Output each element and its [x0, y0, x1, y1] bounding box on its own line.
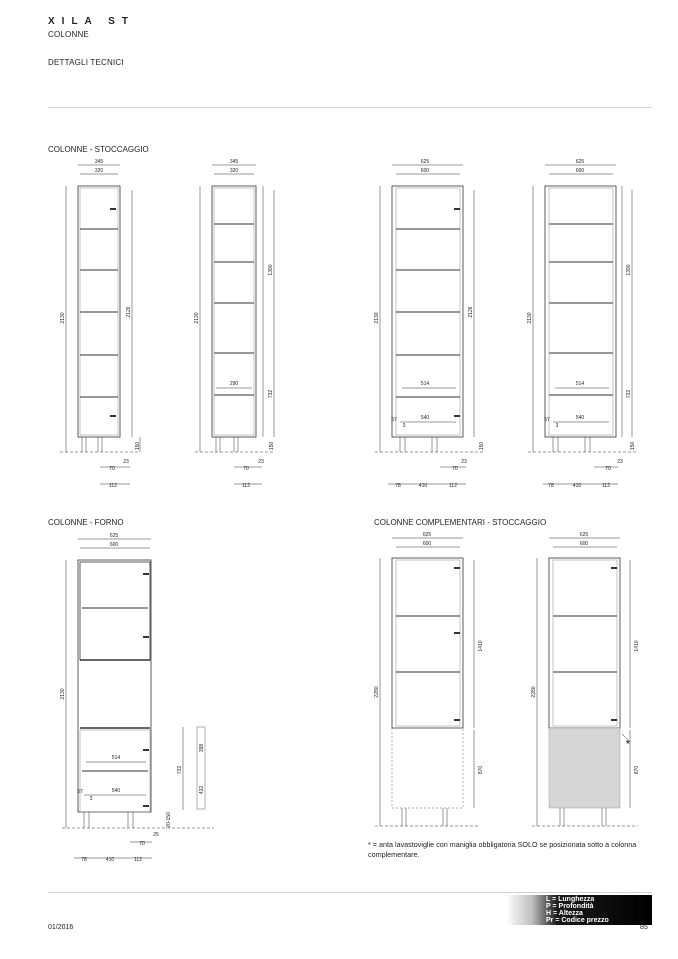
dim-label: 112 [449, 483, 457, 489]
dim-label: 600 [579, 541, 589, 547]
dishwasher-door-area [549, 728, 620, 808]
dim-label: 410 [572, 483, 582, 489]
dim-label: 625 [575, 159, 585, 165]
dim-label: 25 [153, 832, 159, 838]
dim-label: 732 [177, 765, 183, 775]
dishwasher-star-marker: * [625, 737, 631, 751]
dim-label: 625 [422, 532, 432, 538]
dim-label: 625 [579, 532, 589, 538]
dim-label: 1410 [634, 640, 640, 652]
section-title-storage: COLONNE - STOCCAGGIO [48, 145, 149, 154]
dim-label: 70 [139, 841, 145, 847]
section-title-complementary: COLONNE COMPLEMENTARI - STOCCAGGIO [374, 518, 547, 527]
dim-label: 540 [111, 788, 121, 794]
dim-label: 600 [420, 168, 430, 174]
dim-label: 23 [258, 459, 264, 465]
brand-title: XILA ST [48, 16, 135, 27]
dim-label: 410 [105, 857, 115, 863]
dim-label: 514 [575, 381, 585, 387]
dim-label: 23 [617, 459, 623, 465]
dim-label: 600 [109, 542, 119, 548]
dim-label: 3 [402, 423, 406, 429]
dim-label: 514 [111, 755, 121, 761]
page-number: 85 [640, 924, 648, 931]
dim-label: 2130 [374, 312, 380, 324]
dim-label: 514 [420, 381, 430, 387]
dim-label: 540 [575, 415, 585, 421]
dim-label: 23 [461, 459, 467, 465]
page-subtitle: DETTAGLI TECNICI [48, 58, 124, 67]
dim-label: 540 [420, 415, 430, 421]
dim-label: 112 [602, 483, 610, 489]
complementary-column-1 [375, 538, 480, 826]
dim-label: 625 [420, 159, 430, 165]
dim-label: 112 [242, 483, 250, 489]
legend-item: P = Profondità [546, 903, 594, 910]
dim-label: 150 [479, 441, 485, 451]
dim-label: 3 [89, 796, 93, 802]
dim-label: 2130 [194, 312, 200, 324]
dim-label: 320 [229, 168, 239, 174]
dim-label: 70 [605, 466, 611, 472]
footer-divider [48, 892, 652, 893]
dim-label: 150 [269, 441, 275, 451]
dim-label: 345 [94, 159, 104, 165]
dim-label: 1390 [626, 264, 632, 276]
dim-label: 150 [630, 441, 636, 451]
base-dimension-lines [74, 467, 618, 858]
dim-label: 870 [634, 765, 640, 775]
dim-label: 1410 [478, 640, 484, 652]
dim-label: 870 [478, 765, 484, 775]
legend-item: L = Lunghezza [546, 896, 595, 903]
dim-label: 2280 [531, 686, 537, 698]
dim-label: 70 [109, 466, 115, 472]
dim-label: 2130 [527, 312, 533, 324]
dim-label: 78 [81, 857, 87, 863]
storage-column-4 [528, 165, 636, 452]
dim-label: 150 [135, 441, 141, 451]
dim-label: 625 [109, 533, 119, 539]
section-title-oven: COLONNE - FORNO [48, 518, 124, 527]
footer-date: 01/2016 [48, 924, 74, 931]
dim-label: 78 [548, 483, 554, 489]
dim-label: 3 [555, 423, 559, 429]
dim-label: 398 [199, 743, 205, 753]
abbreviation-legend [506, 895, 652, 925]
dim-label: 600 [575, 168, 585, 174]
dim-label: 57 [544, 417, 550, 423]
dim-label: 410 [418, 483, 428, 489]
storage-column-2 [195, 165, 275, 452]
complementary-column-2 [532, 538, 638, 826]
dim-label: 732 [268, 389, 274, 399]
dim-label: 732 [626, 389, 632, 399]
oven-column [62, 539, 214, 828]
dim-label: 432 [199, 785, 205, 795]
dim-label: 70 [452, 466, 458, 472]
dim-label: 2126 [468, 306, 474, 318]
dim-label: 20-150 [166, 812, 172, 828]
dim-label: 2126 [126, 306, 132, 318]
page-category: COLONNE [48, 30, 89, 39]
dim-label: 345 [229, 159, 239, 165]
dim-label: 600 [422, 541, 432, 547]
dim-label: 78 [395, 483, 401, 489]
dim-label: 70 [243, 466, 249, 472]
legend-item: H = Altezza [546, 910, 583, 917]
dim-label: 290 [229, 381, 239, 387]
dim-label: 112 [134, 857, 142, 863]
dim-label: 1390 [268, 264, 274, 276]
dim-label: 2280 [374, 686, 380, 698]
dim-label: 23 [123, 459, 129, 465]
dim-label: 57 [391, 417, 397, 423]
dishwasher-note: * = anta lavastoviglie con maniglia obbligatoria SOLO se posizionata sotto a colonna complementare. [368, 840, 637, 859]
dim-label: 57 [77, 789, 83, 795]
dim-label: 2130 [60, 312, 66, 324]
dim-label: 2130 [60, 688, 66, 700]
legend-item: Pr = Codice prezzo [546, 917, 609, 924]
dim-label: 320 [94, 168, 104, 174]
dim-label: 112 [109, 483, 117, 489]
